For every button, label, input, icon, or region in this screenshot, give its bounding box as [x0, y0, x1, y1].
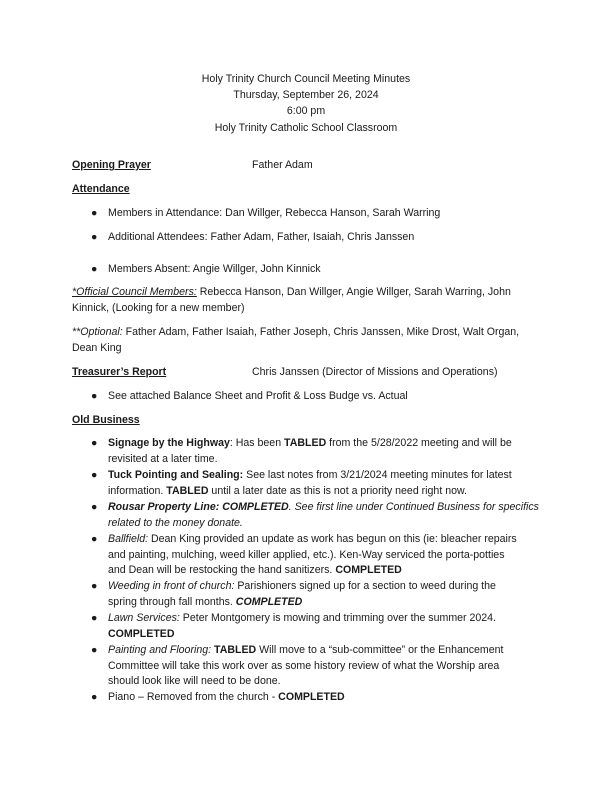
painting-text: Will move to a “sub-committee” or the Enhancement [256, 644, 504, 656]
opening-prayer-heading: Opening Prayer [72, 159, 151, 171]
weeding-title: Weeding in front of church: [108, 580, 235, 592]
official-members-label: *Official Council Members: [72, 286, 197, 298]
document-title: Holy Trinity Church Council Meeting Minutes [201, 73, 411, 85]
members-attendance: Members in Attendance: Dan Willger, Rebecca Hanson, Sarah Warring [108, 207, 441, 219]
official-members-text: Rebecca Hanson, Dan Willger, Angie Willger, Sarah Warring, John [196, 286, 511, 298]
ballfield-item [108, 532, 517, 579]
bullet-icon: ● [91, 390, 98, 402]
treasurer-item: See attached Balance Sheet and Profit & Loss Budge vs. Actual [108, 390, 408, 402]
members-absent: Members Absent: Angie Willger, John Kinnick [108, 263, 321, 275]
official-members [72, 285, 542, 316]
lawn-text: Peter Montgomery is mowing and trimming over the summer 2024. [179, 612, 497, 624]
bullet-icon: ● [91, 231, 98, 243]
weeding-item [108, 579, 496, 610]
lawn-item [108, 611, 496, 642]
painting-text-cont: Committee will take this work over as some history review of what the Worship area [108, 659, 500, 672]
optional-members [72, 325, 542, 356]
optional-members-label: **Optional: [72, 326, 123, 338]
bullet-icon: ● [91, 533, 98, 545]
signage-text: : Has been [229, 437, 285, 449]
piano-text: Piano – Removed from the church - [108, 691, 279, 703]
meeting-date: Thursday, September 26, 2024 [233, 89, 379, 102]
ballfield-text: and Dean will be restocking the hand sanitizers. [108, 564, 336, 576]
official-members-text-cont: Kinnick, (Looking for a new member) [72, 301, 245, 314]
bullet-icon: ● [91, 469, 98, 481]
additional-attendees: Additional Attendees: Father Adam, Father, Isaiah, Chris Janssen [108, 231, 415, 243]
weeding-status: COMPLETED [235, 595, 303, 608]
tuck-status: TABLED [166, 484, 209, 497]
painting-title: Painting and Flooring: [108, 644, 212, 656]
meeting-time: 6:00 pm [286, 105, 326, 118]
painting-item [108, 643, 504, 690]
optional-members-text: Father Adam, Father Isaiah, Father Joseph, Chris Janssen, Mike Drost, Walt Organ, [122, 326, 520, 338]
treasurer-name: Chris Janssen (Director of Missions and Operations) [252, 366, 498, 378]
optional-members-text-cont: Dean King [72, 341, 122, 354]
bullet-icon: ● [91, 207, 98, 219]
signage-text-cont: revisited at a later time. [108, 452, 218, 465]
lawn-status: COMPLETED [108, 627, 175, 640]
weeding-text: Parishioners signed up for a section to weed during the [234, 580, 496, 592]
bullet-icon: ● [91, 691, 98, 703]
piano-item [108, 690, 345, 706]
tuck-text: information. [108, 484, 167, 497]
old-business-heading: Old Business [72, 414, 140, 426]
signage-item [108, 436, 512, 467]
painting-text-cont: should look like will need to be done. [108, 675, 281, 687]
painting-status: TABLED [214, 644, 257, 656]
rousar-title: Rousar Property Line: COMPLETED [108, 501, 289, 513]
rousar-text: . See first line under Continued Business for specifics [288, 501, 539, 513]
signage-status: TABLED [284, 437, 327, 449]
lawn-title: Lawn Services: [108, 612, 180, 624]
rousar-item [108, 500, 539, 531]
ballfield-text: Dean King provided an update as work has begun on this (ie: bleacher repairs [148, 533, 517, 545]
signage-title: Signage by the Highway [108, 437, 230, 449]
signage-text: from the 5/28/2022 meeting and will be [326, 437, 512, 449]
opening-prayer-leader: Father Adam [252, 159, 313, 171]
tuck-pointing-item [108, 468, 512, 499]
ballfield-title: Ballfield: [108, 533, 149, 545]
document-header [0, 71, 612, 136]
bullet-icon: ● [91, 612, 98, 624]
bullet-icon: ● [91, 501, 98, 513]
tuck-text: until a later date as this is not a priority need right now. [208, 484, 467, 497]
treasurer-heading: Treasurer’s Report [72, 366, 167, 378]
bullet-icon: ● [91, 263, 98, 275]
ballfield-text-cont: and painting, mulching, weed killer applied, etc.). Ken-Way serviced the porta-potties [108, 548, 505, 561]
attendance-heading: Attendance [72, 183, 130, 195]
bullet-icon: ● [91, 644, 98, 656]
tuck-text: See last notes from 3/21/2024 meeting minutes for latest [243, 469, 512, 481]
tuck-title: Tuck Pointing and Sealing: [108, 469, 244, 481]
ballfield-status: COMPLETED [335, 564, 402, 576]
meeting-location: Holy Trinity Catholic School Classroom [214, 121, 398, 134]
weeding-text: spring through fall months. [108, 595, 236, 608]
rousar-text-cont: related to the money donate. [108, 516, 243, 529]
piano-status: COMPLETED [278, 691, 345, 703]
bullet-icon: ● [91, 437, 98, 449]
bullet-icon: ● [91, 580, 98, 592]
